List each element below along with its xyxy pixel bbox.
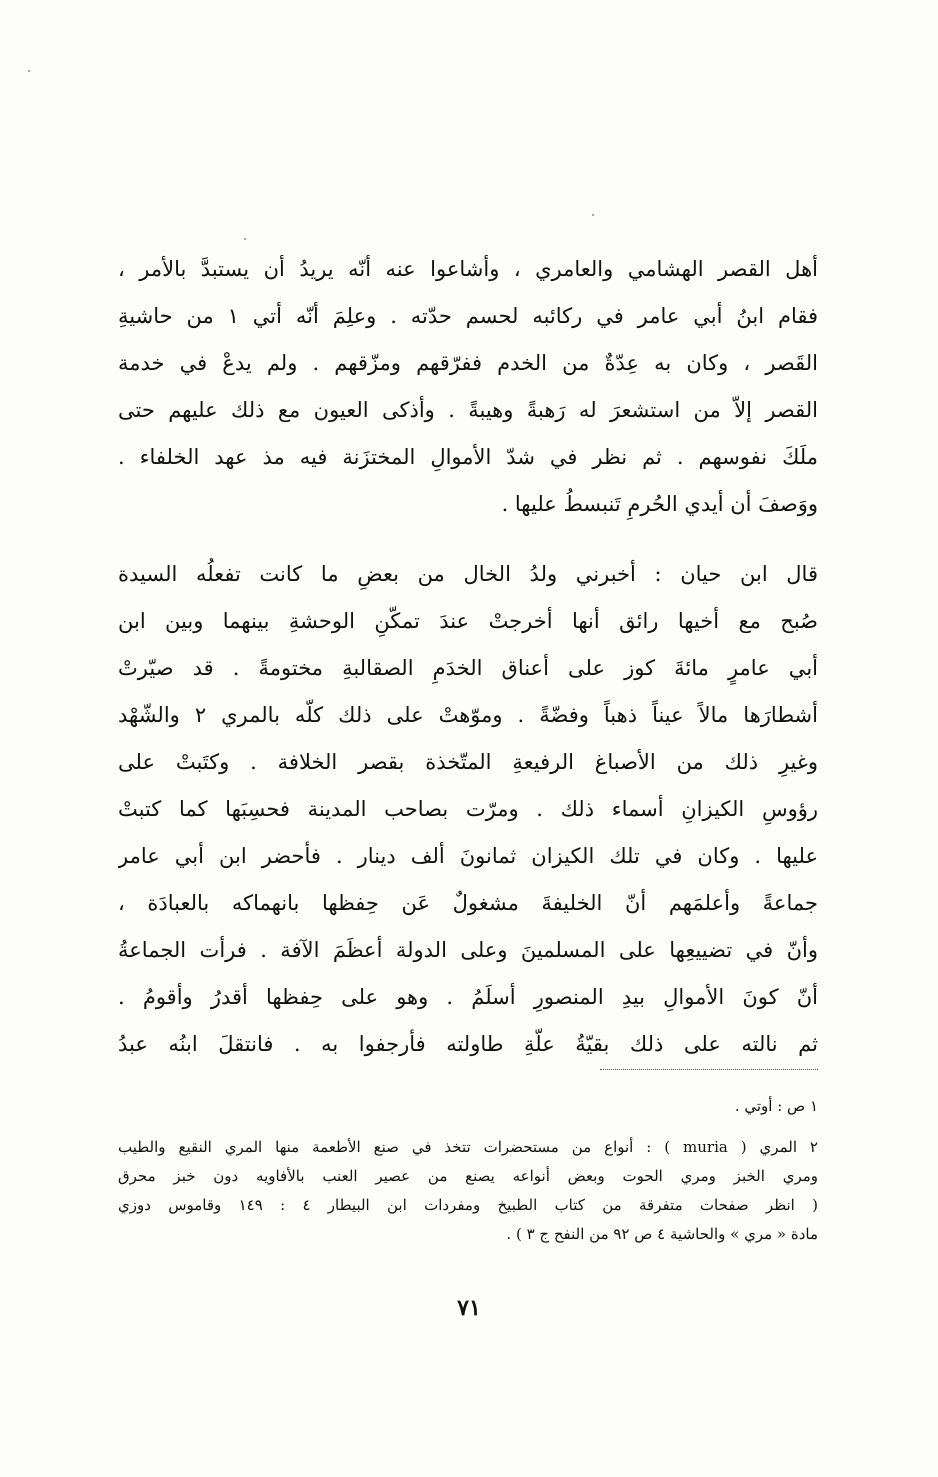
page-number: ٧١ bbox=[457, 1295, 481, 1321]
text-line: ملَكَ نفوسهم . ثم نظر في شدّ الأموالِ المختزَنة فيه مذ عهد الخلفاء . bbox=[118, 445, 818, 469]
text-line: وأنّ في تضييعِها على المسلمينَ وعلى الدولة أعظَمَ الآفة . فرأت الجماعةُ bbox=[118, 938, 818, 962]
text-line: أبي عامرٍ مائةَ كوز على أعناق الخدَمِ الصقالبةِ مختومةً . قد صيّرتْ bbox=[118, 656, 818, 680]
text-line: فقام ابنُ أبي عامر في ركائبه لحسم حدّته . وعلِمَ أنّه أتي ١ من حاشيةِ bbox=[118, 304, 818, 328]
footnotes bbox=[118, 1092, 818, 1249]
footnote-separator bbox=[600, 1069, 818, 1070]
paper-speck bbox=[592, 214, 594, 216]
text-line: ثم نالته على ذلك بقيّةُ علّةِ طاولته فأرجفوا به . فانتقلَ ابنُه عبدُ bbox=[118, 1032, 818, 1056]
footnote-2-line: مادة « مري » والحاشية ٤ ص ٩٢ من النفح ج ٣ ) . bbox=[506, 1225, 818, 1243]
paper-speck bbox=[244, 238, 246, 240]
body-paragraph-1 bbox=[118, 246, 818, 528]
footnote-2-line: ٢ المري ( muria ) : أنواع من مستحضرات تتخذ في صنع الأطعمة منها المري النقيع والطيب bbox=[118, 1138, 818, 1156]
text-line: قال ابن حيان : أخبرني ولدُ الخال من بعضِ ما كانت تفعلُه السيدة bbox=[118, 562, 818, 586]
text-line: صُبح مع أخيها رائق أنها أخرجتْ عندَ تمكّنِ الوحشةِ بينهما وبين ابن bbox=[118, 609, 818, 633]
text-line: عليها . وكان في تلك الكيزان ثمانونَ ألف دينار . فأحضر ابن أبي عامر bbox=[118, 844, 818, 868]
text-line: ووَصفَ أن أيدي الحُرمِ تَنبسطُ عليها . bbox=[501, 492, 818, 516]
footnote-2-line: ومري الخبز ومري الحوت وبعض أنواعه يصنع من عصير العنب بالأفاويه دون خبز محرق bbox=[118, 1167, 818, 1185]
footnote-1: ١ ص : أوتي . bbox=[734, 1097, 818, 1115]
paper-speck bbox=[28, 70, 30, 72]
text-line: القصر إلاّ من استشعرَ له رَهبةً وهيبةً . وأذكى العيون مع ذلك عليهم حتى bbox=[118, 398, 818, 422]
text-line: وغيرِ ذلك من الأصباغ الرفيعةِ المتّخذة بقصر الخلافة . وكتَبتْ على bbox=[118, 750, 818, 774]
text-line: أشطارَها مالاً عيناً ذهباً وفضّةً . وموّهتْ على ذلك كلّه بالمري ٢ والشّهْد bbox=[118, 703, 818, 727]
text-line: أنّ كونَ الأموالِ بيدِ المنصورِ أسلَمُ . وهو على حِفظها أقدرُ وأقومُ . bbox=[118, 985, 818, 1009]
body-paragraph-2 bbox=[118, 551, 818, 1068]
text-line: رؤوسِ الكيزانِ أسماء ذلك . ومرّت بصاحب المدينة فحسِبَها كما كتبتْ bbox=[118, 797, 818, 821]
text-line: أهل القصر الهشامي والعامري ، وأشاعوا عنه أنّه يريدُ أن يستبدَّ بالأمر ، bbox=[118, 257, 818, 281]
footnote-2-line: ( انظر صفحات متفرقة من كتاب الطبيخ ومفردات ابن البيطار ٤ : ١٤٩ وقاموس دوزي bbox=[118, 1196, 818, 1214]
text-line: القَصر ، وكان به عِدّةٌ من الخدم ففرّقهم ومزّقهم . ولم يدعْ في خدمة bbox=[118, 351, 818, 375]
text-line: جماعةً وأعلمَهم أنّ الخليفةَ مشغولٌ عَن حِفظها بانهماكه بالعبادَة ، bbox=[118, 891, 818, 915]
